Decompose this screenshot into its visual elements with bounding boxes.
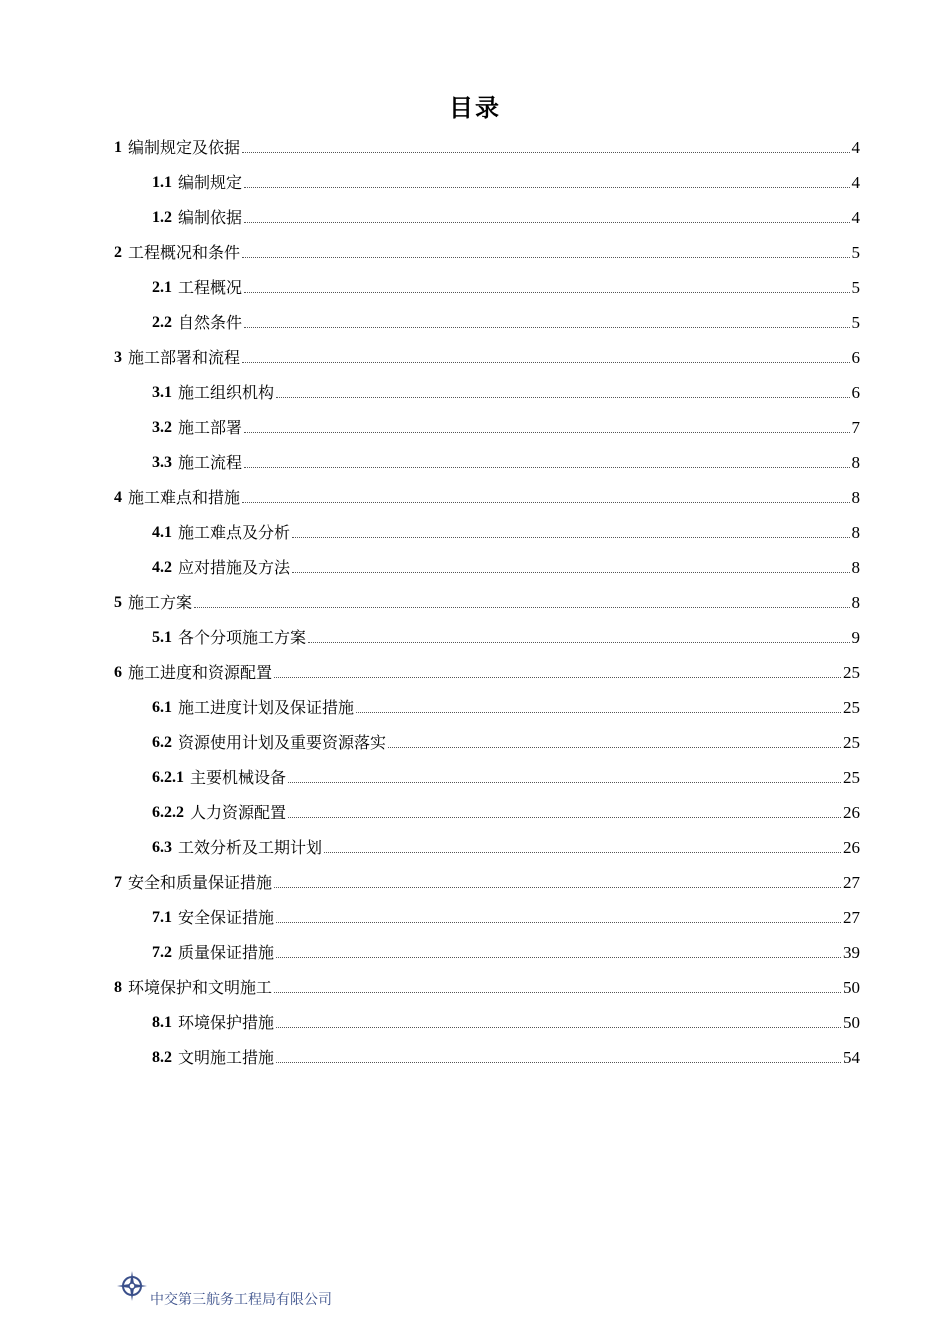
toc-dot-leader bbox=[244, 291, 849, 293]
toc-dot-leader bbox=[242, 151, 849, 153]
toc-entry[interactable] bbox=[152, 795, 860, 823]
toc-entry[interactable] bbox=[114, 865, 860, 893]
toc-entry[interactable] bbox=[152, 445, 860, 473]
toc-dot-leader bbox=[274, 676, 841, 678]
toc-dot-leader bbox=[244, 221, 849, 223]
toc-page-number: 8 bbox=[851, 558, 860, 577]
toc-entry-title: 编制依据 bbox=[178, 208, 243, 227]
toc-entry[interactable] bbox=[114, 340, 860, 368]
toc-entry-title: 施工进度和资源配置 bbox=[128, 663, 273, 682]
toc-dot-leader bbox=[276, 1026, 841, 1028]
toc-entry-number: 3 bbox=[114, 349, 122, 366]
toc-dot-leader bbox=[242, 256, 849, 258]
toc-page-number: 5 bbox=[851, 278, 860, 297]
toc-page-number: 25 bbox=[843, 663, 860, 682]
toc-dot-leader bbox=[356, 711, 841, 713]
toc-entry-number: 1 bbox=[114, 139, 122, 156]
toc-entry[interactable] bbox=[152, 1040, 860, 1068]
toc-entry-title: 安全保证措施 bbox=[178, 908, 275, 927]
toc-entry[interactable] bbox=[152, 690, 860, 718]
toc-entry-title: 编制规定及依据 bbox=[128, 138, 241, 157]
toc-entry-title: 施工难点和措施 bbox=[128, 488, 241, 507]
toc-dot-leader bbox=[276, 396, 849, 398]
toc-entry[interactable] bbox=[152, 935, 860, 963]
toc-entry[interactable] bbox=[152, 165, 860, 193]
page-title: 目录 bbox=[449, 94, 501, 122]
toc-page-number: 8 bbox=[851, 523, 860, 542]
toc-entry-title: 应对措施及方法 bbox=[178, 558, 291, 577]
toc-page-number: 4 bbox=[851, 138, 860, 157]
toc-dot-leader bbox=[276, 921, 841, 923]
toc-entry-title: 质量保证措施 bbox=[178, 943, 275, 962]
toc-entry[interactable] bbox=[114, 235, 860, 263]
toc-dot-leader bbox=[276, 1061, 841, 1063]
toc-page-number: 25 bbox=[843, 733, 860, 752]
toc-page-number: 27 bbox=[843, 873, 860, 892]
toc-dot-leader bbox=[242, 501, 849, 503]
toc-dot-leader bbox=[194, 606, 849, 608]
toc-page-number: 50 bbox=[843, 1013, 860, 1032]
toc-page-number: 39 bbox=[843, 943, 860, 962]
toc-page-number: 4 bbox=[851, 173, 860, 192]
toc-entry-title: 施工组织机构 bbox=[178, 383, 275, 402]
toc-entry[interactable] bbox=[114, 655, 860, 683]
toc-page-number: 25 bbox=[843, 768, 860, 787]
toc-dot-leader bbox=[288, 781, 841, 783]
compass-star-icon bbox=[117, 1271, 147, 1301]
toc-entry-title: 各个分项施工方案 bbox=[178, 628, 307, 647]
toc-entry-number: 6.2.2 bbox=[152, 804, 184, 821]
toc-dot-leader bbox=[244, 326, 849, 328]
toc-page-number: 5 bbox=[851, 243, 860, 262]
toc-page-number: 8 bbox=[851, 593, 860, 612]
toc-entry-title: 施工方案 bbox=[128, 593, 193, 612]
toc-entry-title: 环境保护措施 bbox=[178, 1013, 275, 1032]
toc-entry-number: 6.2 bbox=[152, 734, 172, 751]
toc-page-number: 7 bbox=[851, 418, 860, 437]
toc-entry-number: 6 bbox=[114, 664, 122, 681]
toc-entry[interactable] bbox=[152, 270, 860, 298]
toc-entry-title: 安全和质量保证措施 bbox=[128, 873, 273, 892]
toc-page-number: 6 bbox=[851, 348, 860, 367]
toc-entry-title: 编制规定 bbox=[178, 173, 243, 192]
toc-dot-leader bbox=[274, 886, 841, 888]
toc-page-number: 25 bbox=[843, 698, 860, 717]
toc-page-number: 6 bbox=[851, 383, 860, 402]
toc-entry-number: 6.1 bbox=[152, 699, 172, 716]
toc-page-number: 26 bbox=[843, 838, 860, 857]
toc-entry[interactable] bbox=[152, 1005, 860, 1033]
toc-entry[interactable] bbox=[152, 760, 860, 788]
toc-page-number: 26 bbox=[843, 803, 860, 822]
toc-entry-number: 6.2.1 bbox=[152, 769, 184, 786]
toc-entry-number: 4 bbox=[114, 489, 122, 506]
toc-dot-leader bbox=[292, 571, 849, 573]
toc-dot-leader bbox=[292, 536, 849, 538]
toc-dot-leader bbox=[324, 851, 841, 853]
toc-entry-title: 施工流程 bbox=[178, 453, 243, 472]
toc-entry-title: 工程概况和条件 bbox=[128, 243, 241, 262]
toc-entry[interactable] bbox=[152, 830, 860, 858]
toc-entry[interactable] bbox=[152, 410, 860, 438]
toc-page-number: 4 bbox=[851, 208, 860, 227]
toc-entry-number: 2 bbox=[114, 244, 122, 261]
toc-entry-title: 文明施工措施 bbox=[178, 1048, 275, 1067]
toc-entry-title: 自然条件 bbox=[178, 313, 243, 332]
toc-page-number: 8 bbox=[851, 488, 860, 507]
toc-entry[interactable] bbox=[114, 970, 860, 998]
toc-entry-number: 7.2 bbox=[152, 944, 172, 961]
toc-entry[interactable] bbox=[152, 550, 860, 578]
toc-entry-title: 施工部署 bbox=[178, 418, 243, 437]
toc-entry[interactable] bbox=[152, 375, 860, 403]
toc-entry-number: 1.2 bbox=[152, 209, 172, 226]
toc-entry-number: 3.2 bbox=[152, 419, 172, 436]
toc-entry-title: 主要机械设备 bbox=[190, 768, 287, 787]
toc-entry-number: 8.2 bbox=[152, 1049, 172, 1066]
toc-entry-number: 4.2 bbox=[152, 559, 172, 576]
toc-page-number: 50 bbox=[843, 978, 860, 997]
toc-entry-number: 5.1 bbox=[152, 629, 172, 646]
toc-entry-title: 环境保护和文明施工 bbox=[128, 978, 273, 997]
toc-entry-number: 7.1 bbox=[152, 909, 172, 926]
toc-dot-leader bbox=[276, 956, 841, 958]
toc-page-number: 5 bbox=[851, 313, 860, 332]
toc-entry[interactable] bbox=[152, 200, 860, 228]
toc-entry-number: 8 bbox=[114, 979, 122, 996]
toc-page-number: 27 bbox=[843, 908, 860, 927]
toc-entry-number: 3.1 bbox=[152, 384, 172, 401]
toc-entry-title: 施工难点及分析 bbox=[178, 523, 291, 542]
toc-entry[interactable] bbox=[114, 585, 860, 613]
toc-entry[interactable] bbox=[152, 620, 860, 648]
toc-dot-leader bbox=[388, 746, 841, 748]
toc-page-number: 9 bbox=[851, 628, 860, 647]
toc-entry-number: 8.1 bbox=[152, 1014, 172, 1031]
toc-entry-title: 施工部署和流程 bbox=[128, 348, 241, 367]
toc-entry[interactable] bbox=[152, 305, 860, 333]
toc-entry-number: 7 bbox=[114, 874, 122, 891]
toc-entry[interactable] bbox=[152, 515, 860, 543]
toc-dot-leader bbox=[242, 361, 849, 363]
toc-entry-number: 1.1 bbox=[152, 174, 172, 191]
toc-entry[interactable] bbox=[152, 725, 860, 753]
toc-entry-number: 2.2 bbox=[152, 314, 172, 331]
page-footer bbox=[117, 1263, 332, 1309]
toc-page-number: 54 bbox=[843, 1048, 860, 1067]
toc-entry[interactable] bbox=[114, 480, 860, 508]
toc-dot-leader bbox=[244, 466, 849, 468]
toc-dot-leader bbox=[288, 816, 841, 818]
toc-entry-title: 工程概况 bbox=[178, 278, 243, 297]
toc-entry-number: 6.3 bbox=[152, 839, 172, 856]
toc-entry-title: 资源使用计划及重要资源落实 bbox=[178, 733, 387, 752]
toc-entry-number: 2.1 bbox=[152, 279, 172, 296]
toc-dot-leader bbox=[274, 991, 841, 993]
toc-dot-leader bbox=[244, 186, 849, 188]
toc-entry-number: 3.3 bbox=[152, 454, 172, 471]
toc-entry[interactable] bbox=[114, 130, 860, 158]
company-name: 中交第三航务工程局有限公司 bbox=[150, 1292, 332, 1308]
toc-entry-number: 5 bbox=[114, 594, 122, 611]
toc-page-number: 8 bbox=[851, 453, 860, 472]
toc-entry[interactable] bbox=[152, 900, 860, 928]
toc-entry-title: 工效分析及工期计划 bbox=[178, 838, 323, 857]
toc-entry-title: 人力资源配置 bbox=[190, 803, 287, 822]
toc-dot-leader bbox=[244, 431, 849, 433]
toc-entry-title: 施工进度计划及保证措施 bbox=[178, 698, 355, 717]
toc-dot-leader bbox=[308, 641, 849, 643]
toc-entry-number: 4.1 bbox=[152, 524, 172, 541]
